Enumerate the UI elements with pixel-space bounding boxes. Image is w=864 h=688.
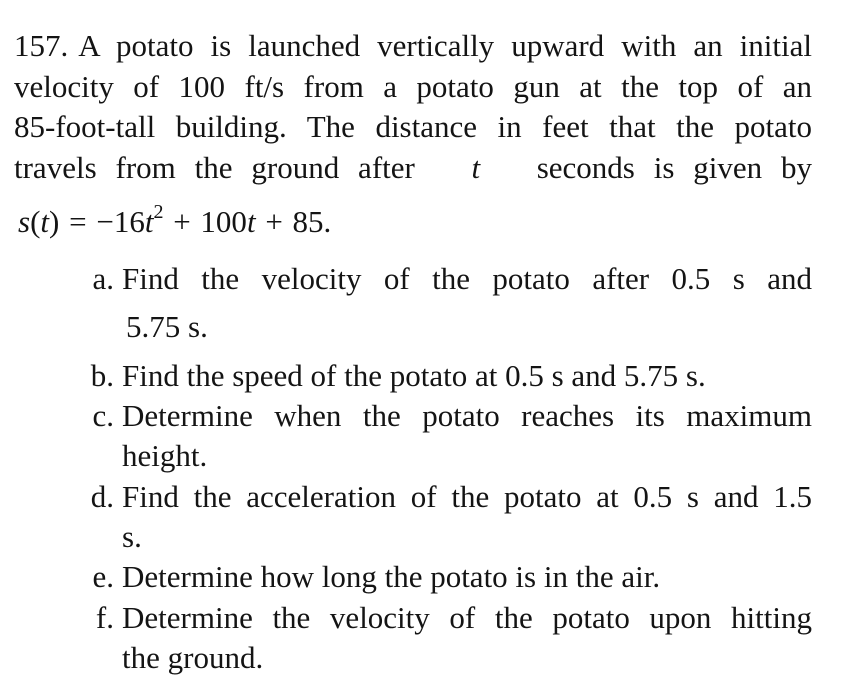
part-letter: e. — [92, 559, 114, 594]
part-text-line: Determine the velocity of the potato upon hitting — [122, 600, 812, 635]
problem-text-line: A potato is launched vertically upward with an initial — [78, 28, 812, 63]
formula-time-argument: t — [40, 204, 50, 239]
part-text-line: Find the velocity of the potato after 0.5 s and — [122, 261, 812, 296]
part-text-line: Find the acceleration of the potato at 0.5 s and 1.5 — [122, 479, 812, 514]
problem-line-2: velocity of 100 ft/s from a potato gun at the top of an — [14, 68, 812, 104]
part-text — [122, 477, 812, 557]
part-letter: f. — [95, 600, 114, 635]
problem-line-3: 85-foot-tall building. The distance in feet that the potato — [14, 109, 812, 144]
formula-open-paren: ( — [30, 204, 41, 239]
formula-exponent: 2 — [153, 201, 164, 223]
problem-line-4 — [14, 148, 812, 189]
part-text — [122, 356, 812, 396]
problem-number: 157. — [14, 28, 69, 63]
part-letter: c. — [92, 398, 114, 433]
part-letter: b. — [90, 358, 114, 393]
part-text — [122, 259, 812, 347]
problem-text-before-variable: travels from the ground after — [14, 149, 415, 185]
formula-linear-coefficient: + 100 — [163, 204, 247, 239]
part-text-line: Determine when the potato reaches its maximum — [122, 398, 812, 433]
part-text-line: 5.75 s. — [126, 309, 208, 344]
distance-formula — [18, 202, 331, 242]
formula-constant: + 85. — [255, 204, 332, 239]
part-text-line: Find the speed of the potato at 0.5 s and 5.75 s. — [122, 358, 706, 393]
time-variable: t — [471, 149, 481, 185]
part-text — [122, 396, 812, 476]
problem-text-after-variable: seconds is given by — [536, 149, 812, 185]
formula-linear-variable: t — [246, 204, 256, 239]
formula-squared-variable: t — [144, 204, 154, 239]
part-text-line: s. — [122, 519, 142, 554]
part-text-line: Determine how long the potato is in the air. — [122, 559, 661, 594]
part-letter: a. — [92, 261, 114, 296]
part-text — [122, 598, 812, 678]
problem-statement — [14, 26, 812, 188]
part-text-line: the ground. — [122, 640, 264, 675]
formula-function-name: s — [18, 204, 31, 239]
part-letter: d. — [90, 479, 114, 514]
formula-equals-coefficient: ) = −16 — [49, 204, 145, 239]
part-text — [122, 557, 812, 597]
problem-line-1 — [14, 26, 812, 67]
part-text-line: height. — [122, 438, 208, 473]
